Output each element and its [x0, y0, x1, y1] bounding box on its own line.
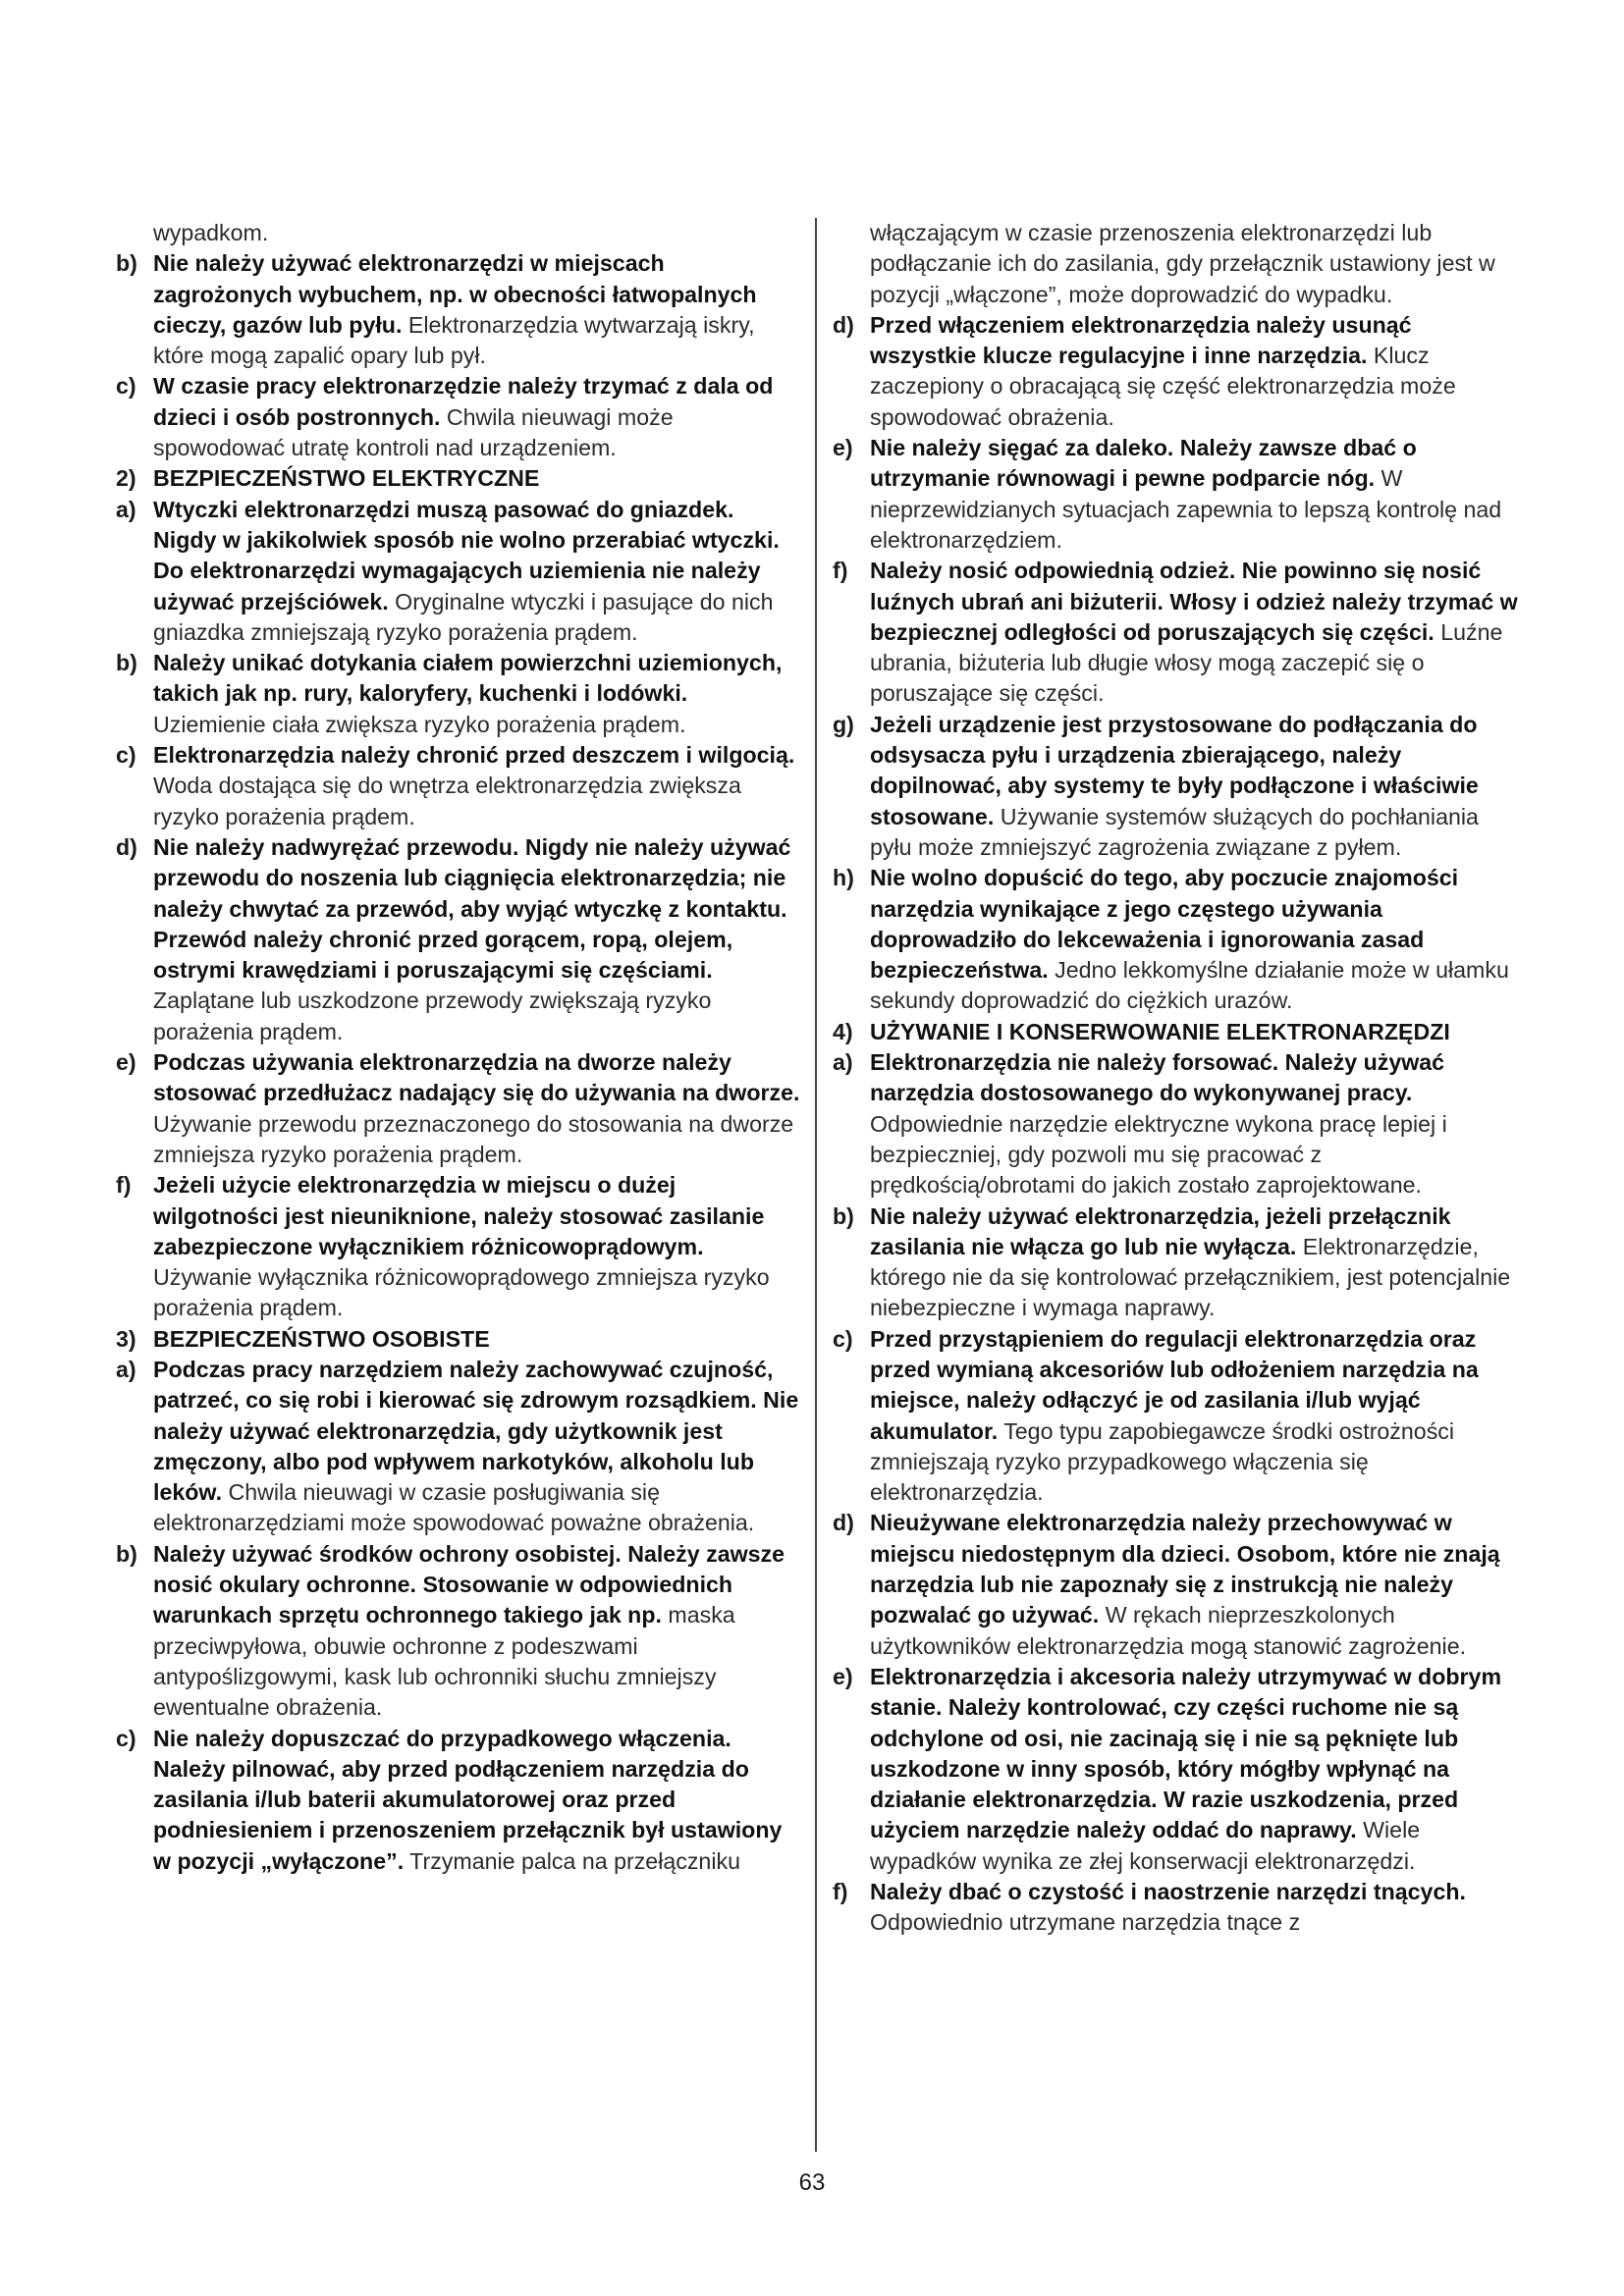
- item-marker: e): [833, 435, 853, 461]
- list-item: [833, 1047, 1520, 1201]
- item-marker: b): [833, 1202, 854, 1229]
- item-marker: 3): [116, 1325, 136, 1352]
- continued-text: [833, 218, 1520, 310]
- item-bold-text: Nie wolno dopuścić do tego, aby poczucie znajomości narzędzia wynikające z jego częstego używania doprowadziło do lekceważenia i ignorowania zasad bezpieczeństwa.: [870, 865, 1459, 984]
- item-body-text: Tego typu zapobiegawcze środki ostrożności zmniejszają ryzyko przypadkowego włączenia się elektronarzędzia.: [870, 1417, 1455, 1506]
- item-bold-text: BEZPIECZEŃSTWO OSOBISTE: [153, 1325, 490, 1352]
- item-bold-text: Jeżeli urządzenie jest przystosowane do podłączania do odsysacza pyłu i urządzenia zbierającego, należy dopilnować, aby systemy te były podłączone i właściwie stosowane.: [870, 711, 1479, 829]
- item-body-text: Używanie przewodu przeznaczonego do stosowania na dworze zmniejsza ryzyko porażenia prądem.: [153, 1110, 794, 1167]
- item-marker: f): [833, 1879, 848, 1905]
- item-marker: b): [116, 650, 137, 676]
- item-bold-text: Nie należy używać elektronarzędzi w miejscach zagrożonych wybuchem, np. w obecności łatwopalnych cieczy, gazów lub pyłu.: [153, 250, 757, 338]
- list-item: [833, 1662, 1520, 1877]
- item-bold-text: Nie należy używać elektronarzędzia, jeżeli przełącznik zasilania nie włącza go lub nie wyłącza.: [870, 1202, 1451, 1259]
- item-body-text: Chwila nieuwagi może spowodować utratę kontroli nad urządzeniem.: [153, 403, 674, 461]
- section-heading: [116, 463, 803, 494]
- item-marker: a): [833, 1049, 853, 1076]
- item-marker: c): [116, 742, 136, 769]
- item-marker: f): [116, 1172, 132, 1199]
- item-body-text: Wiele wypadków wynika ze złej konserwacji elektronarzędzi.: [870, 1817, 1421, 1874]
- list-item: [116, 371, 803, 463]
- list-item: [116, 1170, 803, 1323]
- list-item: [116, 648, 803, 740]
- item-bold-text: Nie należy nadwyrężać przewodu. Nigdy nie należy używać przewodu do noszenia lub ciągnięcia elektronarzędzia; nie należy chwytać za przewód, aby wyjąć wtyczkę z kontaktu. Przewód należy chronić przed gorącem, ropą, olejem, ostrymi krawędziami i poruszającymi się częściami.: [153, 833, 791, 984]
- item-bold-text: Nie należy dopuszczać do przypadkowego włączenia. Należy pilnować, aby przed podłączeniem narzędzia do zasilania i/lub baterii akumulatorowej oraz przed podniesieniem i przenoszeniem przełącznik był ustawiony w pozycji „wyłączone”.: [153, 1725, 783, 1874]
- item-body-text: Elektronarzędzie, którego nie da się kontrolować przełącznikiem, jest potencjalnie niebezpieczne i wymaga naprawy.: [870, 1233, 1511, 1321]
- item-body-text: Woda dostająca się do wnętrza elektronarzędzia zwiększa ryzyko porażenia prądem.: [153, 773, 741, 829]
- list-item: [833, 433, 1520, 556]
- continued-text: [116, 218, 803, 248]
- page-number: 63: [798, 2169, 826, 2196]
- list-item: [116, 740, 803, 832]
- item-marker: e): [833, 1663, 853, 1689]
- list-item: [833, 556, 1520, 709]
- item-body-text: Zaplątane lub uszkodzone przewody zwiększają ryzyko porażenia prądem.: [153, 988, 712, 1044]
- list-item: [116, 248, 803, 371]
- list-item: [116, 1724, 803, 1877]
- list-item: [116, 495, 803, 648]
- item-marker: d): [116, 833, 137, 860]
- item-marker: c): [116, 373, 136, 400]
- item-bold-text: Elektronarzędzia należy chronić przed deszczem i wilgocią.: [153, 742, 795, 769]
- item-bold-text: Należy używać środków ochrony osobistej. Należy zawsze nosić okulary ochronne. Stosowanie w odpowiednich warunkach sprzętu ochronnego takiego jak np.: [153, 1540, 785, 1629]
- list-item: [833, 1201, 1520, 1324]
- item-body-text: maska przeciwpyłowa, obuwie ochronne z podeszwami antypoślizgowymi, kask lub ochronniki słuchu zmniejszy ewentualne obrażenia.: [153, 1602, 735, 1721]
- item-bold-text: Nieużywane elektronarzędzia należy przechowywać w miejscu niedostępnym dla dzieci. Osobom, które nie znają narzędzia lub nie zapoznały się z instrukcją nie należy pozwalać go używać.: [870, 1510, 1500, 1629]
- item-bold-text: Nie należy sięgać za daleko. Należy zawsze dbać o utrzymanie równowagi i pewne podparcie nóg.: [870, 435, 1417, 492]
- item-marker: 4): [833, 1018, 853, 1044]
- item-bold-text: Należy dbać o czystość i naostrzenie narzędzi tnących.: [870, 1879, 1466, 1905]
- section-heading: [116, 1324, 803, 1355]
- item-body-text: W rękach nieprzeszkolonych użytkowników elektronarzędzia mogą stanowić zagrożenie.: [870, 1602, 1467, 1659]
- column-divider: [815, 218, 817, 2152]
- item-bold-text: Należy nosić odpowiednią odzież. Nie powinno się nosić luźnych ubrań ani biżuterii. Włosy i odzież należy trzymać w bezpiecznej odległości od poruszających się części.: [870, 558, 1518, 645]
- item-marker: a): [116, 496, 136, 522]
- item-body-text: W nieprzewidzianych sytuacjach zapewnia to lepszą kontrolę nad elektronarzędziem.: [870, 465, 1502, 553]
- item-bold-text: Wtyczki elektronarzędzi muszą pasować do gniazdek. Nigdy w jakikolwiek sposób nie wolno przerabiać wtyczki. Do elektronarzędzi wymagających uziemienia nie należy używać przejściówek.: [153, 496, 780, 614]
- item-body-text: Odpowiednio utrzymane narzędzia tnące z: [870, 1909, 1301, 1936]
- item-body-text: Używanie systemów służących do pochłaniania pyłu może zmniejszyć zagrożenia związane z pyłem.: [870, 803, 1479, 860]
- item-marker: c): [833, 1325, 853, 1352]
- item-marker: a): [116, 1356, 136, 1382]
- item-body-text: Elektronarzędzia wytwarzają iskry, które mogą zapalić opary lub pył.: [153, 311, 755, 369]
- item-body-text: Trzymanie palca na przełączniku: [409, 1847, 740, 1874]
- item-bold-text: Przed włączeniem elektronarzędzia należy usunąć wszystkie klucze regulacyjne i inne narzędzia.: [870, 311, 1412, 369]
- item-body-text: Luźne ubrania, biżuteria lub długie włosy mogą zaczepić się o poruszające się części.: [870, 618, 1503, 707]
- list-item: [833, 1324, 1520, 1509]
- list-item: [116, 1355, 803, 1539]
- item-body-text: włączającym w czasie przenoszenia elektronarzędzi lub podłączanie ich do zasilania, gdy przełącznik ustawiony jest w pozycji „włączone”, może doprowadzić do wypadku.: [870, 220, 1495, 307]
- item-bold-text: W czasie pracy elektronarzędzie należy trzymać z dala od dzieci i osób postronnych.: [153, 373, 774, 430]
- list-item: [833, 863, 1520, 1016]
- item-body-text: Jedno lekkomyślne działanie może w ułamku sekundy doprowadzić do ciężkich urazów.: [870, 957, 1509, 1014]
- item-marker: d): [833, 1510, 854, 1536]
- item-bold-text: Jeżeli użycie elektronarzędzia w miejscu o dużej wilgotności jest nieuniknione, należy stosować zasilanie zabezpieczone wyłącznikiem różnicowoprądowym.: [153, 1172, 765, 1259]
- item-bold-text: Przed przystąpieniem do regulacji elektronarzędzia oraz przed wymianą akcesoriów lub odłożeniem narzędzia na miejsce, należy odłączyć je od zasilania i/lub wyjąć akumulator.: [870, 1325, 1479, 1444]
- list-item: [833, 1877, 1520, 1939]
- item-marker: 2): [116, 465, 136, 492]
- item-body-text: Odpowiednie narzędzie elektryczne wykona pracę lepiej i bezpieczniej, gdy pozwoli mu się pracować z prędkością/obrotami do jakich zostało zaprojektowane.: [870, 1110, 1447, 1199]
- item-body-text: Oryginalne wtyczki i pasujące do nich gniazdka zmniejszają ryzyko porażenia prądem.: [153, 588, 774, 645]
- item-bold-text: Należy unikać dotykania ciałem powierzchni uziemionych, takich jak np. rury, kaloryfery, kuchenki i lodówki.: [153, 650, 783, 707]
- item-marker: d): [833, 311, 854, 338]
- list-item: [833, 1508, 1520, 1661]
- item-body-text: Uziemienie ciała zwiększa ryzyko porażenia prądem.: [153, 711, 686, 737]
- item-bold-text: UŻYWANIE I KONSERWOWANIE ELEKTRONARZĘDZI: [870, 1018, 1450, 1044]
- item-marker: h): [833, 865, 854, 891]
- section-heading: [833, 1017, 1520, 1047]
- list-item: [116, 832, 803, 1047]
- item-bold-text: Podczas używania elektronarzędzia na dworze należy stosować przedłużacz nadający się do używania na dworze.: [153, 1049, 800, 1106]
- list-item: [116, 1047, 803, 1170]
- item-body-text: Używanie wyłącznika różnicowoprądowego zmniejsza ryzyko porażenia prądem.: [153, 1264, 770, 1321]
- item-bold-text: Elektronarzędzia i akcesoria należy utrzymywać w dobrym stanie. Należy kontrolować, czy części ruchome nie są odchylone od osi, nie zacinają się i nie są pęknięte lub uszkodzone w inny sposób, który mógłby wpłynąć na działanie elektronarzędzia. W razie uszkodzenia, przed użyciem narzędzie należy oddać do naprawy.: [870, 1663, 1502, 1843]
- item-marker: e): [116, 1049, 136, 1076]
- item-bold-text: Podczas pracy narzędziem należy zachowywać czujność, patrzeć, co się robi i kierować się zdrowym rozsądkiem. Nie należy używać elektronarzędzia, gdy użytkownik jest zmęczony, albo pod wpływem narkotyków, alkoholu lub leków.: [153, 1356, 799, 1506]
- list-item: [833, 710, 1520, 863]
- list-item: [116, 1539, 803, 1724]
- item-body-text: Chwila nieuwagi w czasie posługiwania się elektronarzędziami może spowodować poważne obrażenia.: [153, 1479, 755, 1536]
- item-marker: b): [116, 1540, 137, 1567]
- item-marker: g): [833, 711, 854, 737]
- item-body-text: wypadkom.: [153, 220, 269, 245]
- item-bold-text: Elektronarzędzia nie należy forsować. Należy używać narzędzia dostosowanego do wykonywanej pracy.: [870, 1049, 1445, 1106]
- item-bold-text: BEZPIECZEŃSTWO ELEKTRYCZNE: [153, 465, 540, 492]
- item-marker: b): [116, 250, 137, 277]
- list-item: [833, 310, 1520, 433]
- item-marker: c): [116, 1725, 136, 1751]
- item-marker: f): [833, 558, 848, 584]
- item-body-text: Klucz zaczepiony o obracającą się część elektronarzędzia może spowodować obrażenia.: [870, 343, 1456, 430]
- right-column: [833, 218, 1520, 1939]
- left-column: [116, 218, 803, 1877]
